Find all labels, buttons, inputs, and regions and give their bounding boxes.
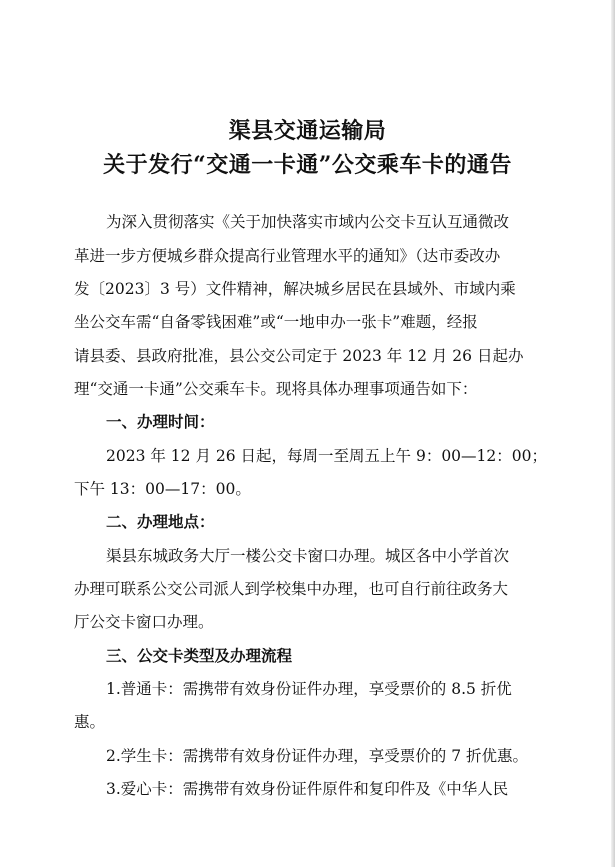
section-3-line-4: 3.爱心卡：需携带有效身份证件原件和复印件及《中华人民: [106, 780, 509, 798]
section-1-heading: 一、办理时间：: [106, 413, 215, 431]
section-3-line-3: 2.学生卡：需携带有效身份证件办理，享受票价的 7 折优惠。: [106, 747, 529, 765]
section-3-line-2: 惠。: [74, 713, 106, 731]
section-2-heading: 二、办理地点：: [106, 513, 215, 531]
intro-line-4: 坐公交车需“自备零钱困难”或“一地申办一张卡”难题，经报: [74, 313, 478, 331]
intro-line-2: 革进一步方便城乡群众提高行业管理水平的通知》（达市委改办: [74, 247, 501, 265]
intro-line-5: 请县委、县政府批准，县公交公司定于 2023 年 12 月 26 日起办: [74, 347, 524, 365]
section-3-line-1: 1.普通卡：需携带有效身份证件办理，享受票价的 8.5 折优: [106, 680, 512, 698]
intro-line-6: 理“交通一卡通”公交乘车卡。现将具体办理事项通告如下：: [74, 380, 478, 398]
section-3-heading: 三、公交卡类型及办理流程: [106, 647, 293, 665]
section-2-line-3: 厅公交卡窗口办理。: [74, 613, 214, 631]
title-line-2: 关于发行“交通一卡通”公交乘车卡的通告: [103, 152, 512, 178]
title-line-1: 渠县交通运输局: [228, 118, 387, 144]
section-2-line-1: 渠县东城政务大厅一楼公交卡窗口办理。城区各中小学首次: [106, 547, 510, 565]
section-2-line-2: 办理可联系公交公司派人到学校集中办理，也可自行前往政务大: [74, 580, 509, 598]
intro-line-3: 发〔2023〕3 号）文件精神，解决城乡居民在县域外、市域内乘: [74, 280, 516, 298]
section-1-line-2: 下午 13：00—17：00。: [74, 480, 251, 498]
intro-line-1: 为深入贯彻落实《关于加快落实市域内公交卡互认互通微改: [106, 213, 510, 231]
section-1-line-1: 2023 年 12 月 26 日起，每周一至周五上午 9：00—12：00；: [106, 447, 547, 465]
